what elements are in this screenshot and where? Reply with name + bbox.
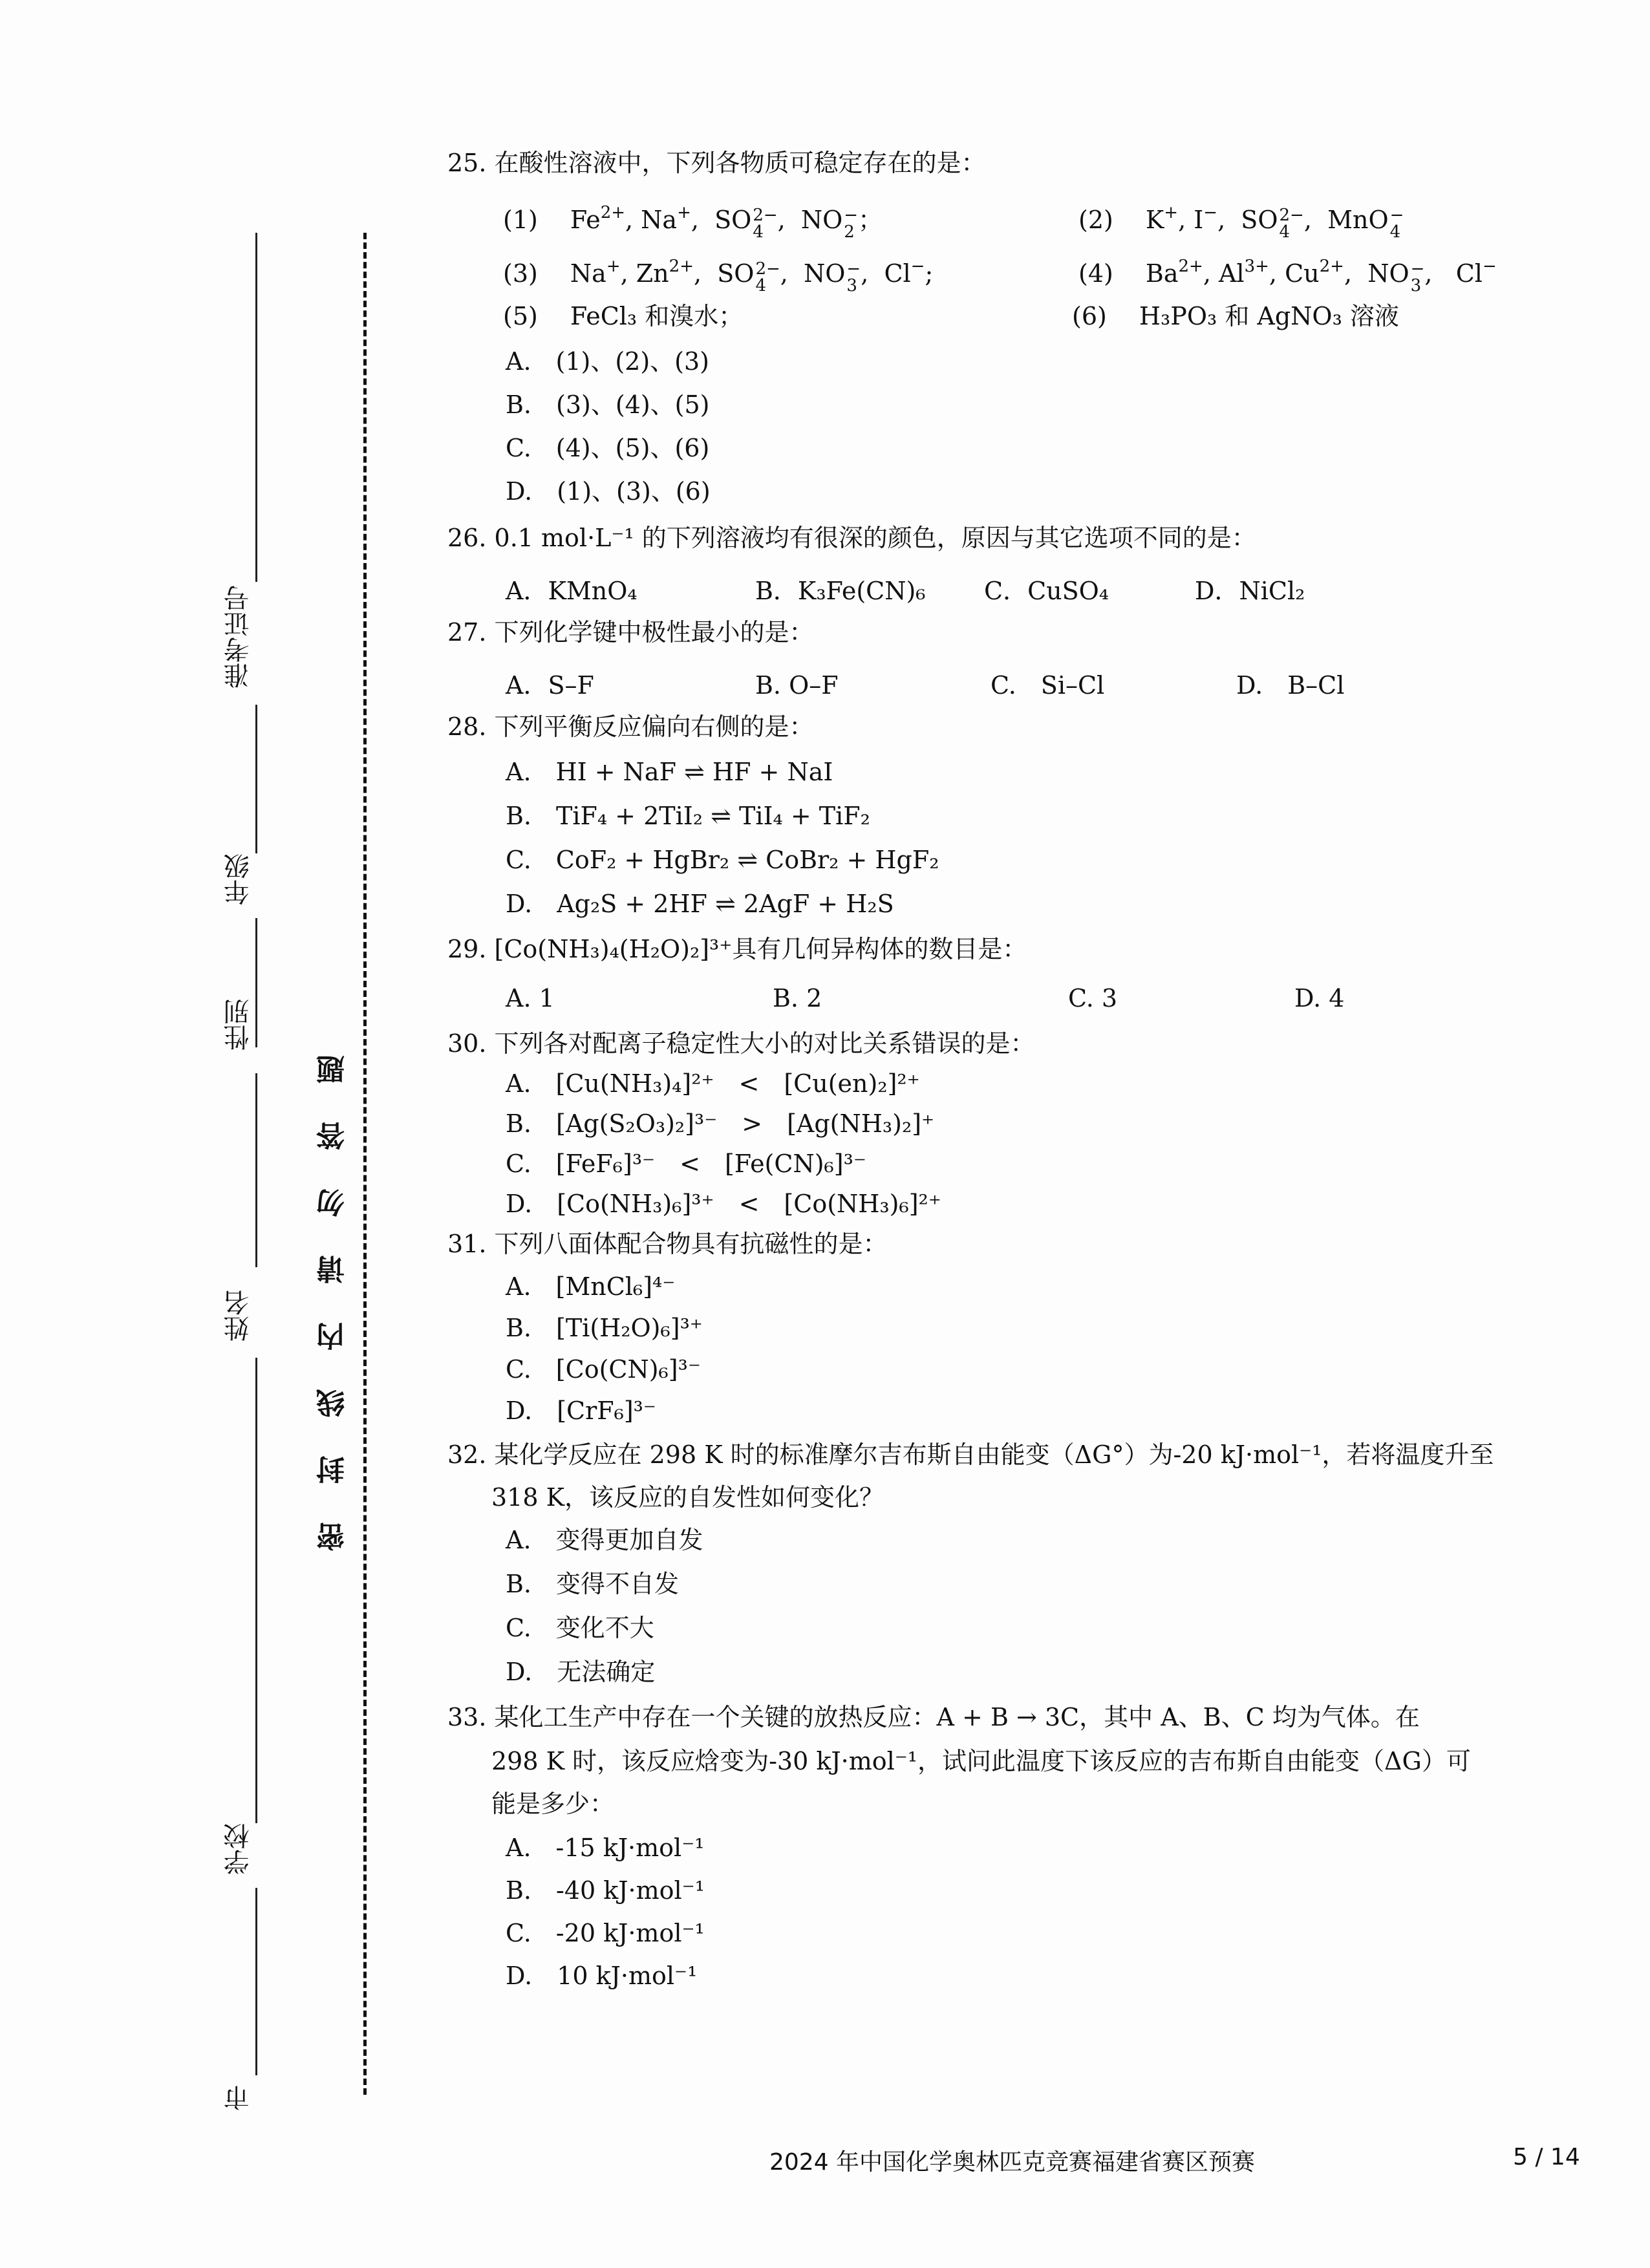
q29-choice-d[interactable]: D. 4 — [1294, 984, 1345, 1012]
q30-choice-c[interactable]: C. [FeF₆]³⁻ < [Fe(CN)₆]³⁻ — [506, 1150, 866, 1178]
q32-choice-c[interactable]: C. 变化不大 — [506, 1614, 654, 1642]
q25-choice-a[interactable]: A. (1)、(2)、(3) — [506, 347, 710, 376]
q27-stem: 27. 下列化学键中极性最小的是： — [447, 618, 814, 647]
q31-stem: 31. 下列八面体配合物具有抗磁性的是： — [447, 1230, 888, 1258]
q25-option-3: (3) Na+, $Zn^{2+}$, SO 2− 4 , NO − 3 , Cl−; — [503, 257, 934, 295]
q29-choice-b[interactable]: B. 2 — [773, 984, 822, 1012]
q32-stem-line2: 318 K，该反应的自发性如何变化？ — [491, 1483, 884, 1512]
q28-stem: 28. 下列平衡反应偏向右侧的是： — [447, 712, 814, 741]
q27-choice-c[interactable]: C. Si–Cl — [991, 671, 1105, 700]
q26-stem: 26. 0.1 mol·L⁻¹ 的下列溶液均有很深的颜色，原因与其它选项不同的是： — [447, 524, 1256, 552]
label-exam-id: 准考证号 — [224, 585, 253, 689]
q32-choice-b[interactable]: B. 变得不自发 — [506, 1570, 680, 1598]
field-line-city — [255, 1888, 257, 2075]
field-line-grade — [255, 705, 257, 853]
q26-choice-d[interactable]: D．NiCl₂ — [1195, 577, 1305, 605]
field-line-name — [255, 1073, 257, 1267]
q27-choice-a[interactable]: A．S–F — [506, 671, 594, 700]
q30-stem: 30. 下列各对配离子稳定性大小的对比关系错误的是： — [447, 1029, 1035, 1058]
q33-choice-c[interactable]: C. -20 kJ·mol⁻¹ — [506, 1919, 705, 1947]
label-grade: 年级 — [224, 853, 253, 905]
label-city: 市 — [224, 2085, 253, 2111]
q25-option-5: (5) FeCl₃ 和溴水； — [503, 302, 744, 330]
q31-choice-d[interactable]: D. [CrF₆]³⁻ — [506, 1396, 656, 1425]
field-line-school — [255, 1358, 257, 1823]
seal-line — [363, 233, 367, 2095]
label-school: 学校 — [224, 1823, 253, 1875]
q28-choice-b[interactable]: B. TiF₄ + 2TiI₂ ⇌ TiI₄ + TiF₂ — [506, 802, 870, 830]
q30-choice-b[interactable]: B. [Ag(S₂O₃)₂]³⁻ > [Ag(NH₃)₂]⁺ — [506, 1109, 935, 1138]
q25-option-4: (4) $Ba^{2+}$, $Al^{3+}$, $Cu^{2+}$, NO − 3 , Cl− — [1078, 257, 1497, 295]
label-gender: 性别 — [224, 999, 253, 1051]
q32-stem-line1: 32. 某化学反应在 298 K 时的标准摩尔吉布斯自由能变（ΔG°）为-20 kJ·mol⁻¹，若将温度升至 — [447, 1440, 1494, 1469]
footer-title: 2024 年中国化学奥林匹克竞赛福建省赛区预赛 — [769, 2149, 1256, 2176]
seal-notice: 密 封 线 内 请 勿 答 题 — [317, 1041, 350, 1552]
q29-choice-c[interactable]: C. 3 — [1068, 984, 1118, 1012]
q29-stem: 29. [Co(NH₃)₄(H₂O)₂]³⁺具有几何异构体的数目是： — [447, 935, 1027, 963]
q30-choice-d[interactable]: D. [Co(NH₃)₆]³⁺ < [Co(NH₃)₆]²⁺ — [506, 1190, 941, 1218]
q26-choice-c[interactable]: C．CuSO₄ — [984, 577, 1109, 605]
q25-choice-d[interactable]: D. (1)、(3)、(6) — [506, 477, 711, 506]
q31-choice-c[interactable]: C. [Co(CN)₆]³⁻ — [506, 1355, 701, 1384]
q25-choice-c[interactable]: C. (4)、(5)、(6) — [506, 434, 710, 462]
field-line-id — [255, 233, 257, 582]
q25-option-2: (2) K+, I−, SO 2− 4 , MnO − 4 — [1078, 203, 1404, 242]
q25-option-1: (1) $Fe^{2+}$, Na+, SO 2− 4 , NO − 2 ； — [503, 203, 883, 242]
q29-choice-a[interactable]: A. 1 — [506, 984, 555, 1012]
q30-choice-a[interactable]: A. [Cu(NH₃)₄]²⁺ < [Cu(en)₂]²⁺ — [506, 1069, 920, 1098]
q26-choice-a[interactable]: A．KMnO₄ — [506, 577, 638, 605]
q28-choice-d[interactable]: D. Ag₂S + 2HF ⇌ 2AgF + H₂S — [506, 890, 894, 918]
q33-choice-b[interactable]: B. -40 kJ·mol⁻¹ — [506, 1876, 705, 1905]
q32-choice-a[interactable]: A. 变得更加自发 — [506, 1526, 703, 1554]
q28-choice-a[interactable]: A. HI + NaF ⇌ HF + NaI — [506, 758, 833, 786]
label-name: 姓名 — [224, 1290, 253, 1342]
q31-choice-b[interactable]: B. [Ti(H₂O)₆]³⁺ — [506, 1314, 703, 1342]
q27-choice-d[interactable]: D. B–Cl — [1236, 671, 1345, 700]
q31-choice-a[interactable]: A. [MnCl₆]⁴⁻ — [506, 1272, 676, 1301]
q33-stem-line1: 33. 某化工生产中存在一个关键的放热反应：A + B → 3C，其中 A、B、C 均为气体。在 — [447, 1703, 1420, 1731]
q26-choice-b[interactable]: B．K₃Fe(CN)₆ — [755, 577, 926, 605]
q25-choice-b[interactable]: B. (3)、(4)、(5) — [506, 390, 710, 419]
page-number: 5 / 14 — [1513, 2144, 1580, 2170]
q33-choice-a[interactable]: A. -15 kJ·mol⁻¹ — [506, 1834, 705, 1862]
q28-choice-c[interactable]: C. CoF₂ + HgBr₂ ⇌ CoBr₂ + HgF₂ — [506, 846, 939, 874]
q32-choice-d[interactable]: D. 无法确定 — [506, 1658, 656, 1686]
q33-stem-line2: 298 K 时，该反应焓变为-30 kJ·mol⁻¹，试问此温度下该反应的吉布斯自由能变（ΔG）可 — [491, 1747, 1471, 1775]
q33-choice-d[interactable]: D. 10 kJ·mol⁻¹ — [506, 1962, 698, 1990]
q25-option-6: (6) H₃PO₃ 和 AgNO₃ 溶液 — [1072, 302, 1399, 330]
q33-stem-line3: 能是多少： — [491, 1790, 615, 1818]
q25-stem: 25. 在酸性溶液中，下列各物质可稳定存在的是： — [447, 149, 986, 177]
q27-choice-b[interactable]: B. O–F — [755, 671, 839, 700]
